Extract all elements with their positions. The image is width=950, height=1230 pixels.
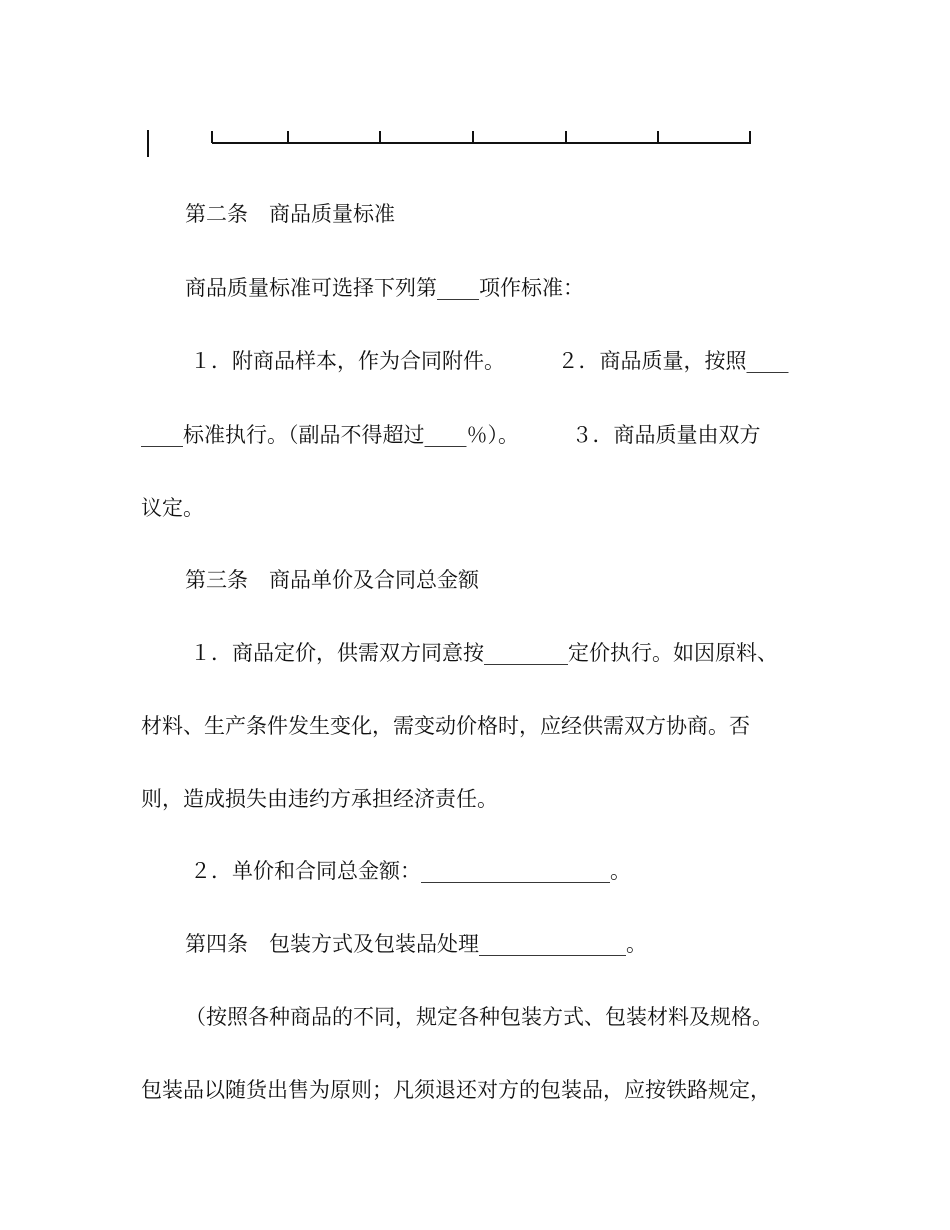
paragraph-line: （按照各种商品的不同，规定各种包装方式、包装材料及规格。 xyxy=(185,1005,773,1029)
paragraph-line: ____标准执行。（副品不得超过____％）。 ３．商品质量由双方 xyxy=(141,423,761,447)
article-4-heading: 第四条 包装方式及包装品处理______________。 xyxy=(185,932,647,956)
paragraph-line: 材料、生产条件发生变化，需变动价格时，应经供需双方协商。否 xyxy=(141,714,750,738)
table-bottom-border xyxy=(0,0,950,170)
paragraph-line: １．附商品样本，作为合同附件。 ２．商品质量，按照____ xyxy=(190,349,789,373)
article-3-heading: 第三条 商品单价及合同总金额 xyxy=(185,568,479,592)
paragraph-line: 则，造成损失由违约方承担经济责任。 xyxy=(141,787,498,811)
paragraph-line: 商品质量标准可选择下列第____项作标准： xyxy=(185,276,584,300)
article-2-heading: 第二条 商品质量标准 xyxy=(185,202,395,226)
paragraph-line: １．商品定价，供需双方同意按________定价执行。如因原料、 xyxy=(190,641,778,665)
paragraph-line: 议定。 xyxy=(141,496,204,520)
paragraph-line: 包装品以随货出售为原则；凡须退还对方的包装品，应按铁路规定， xyxy=(141,1078,771,1102)
paragraph-line: ２．单价和合同总金额：__________________。 xyxy=(190,859,631,883)
